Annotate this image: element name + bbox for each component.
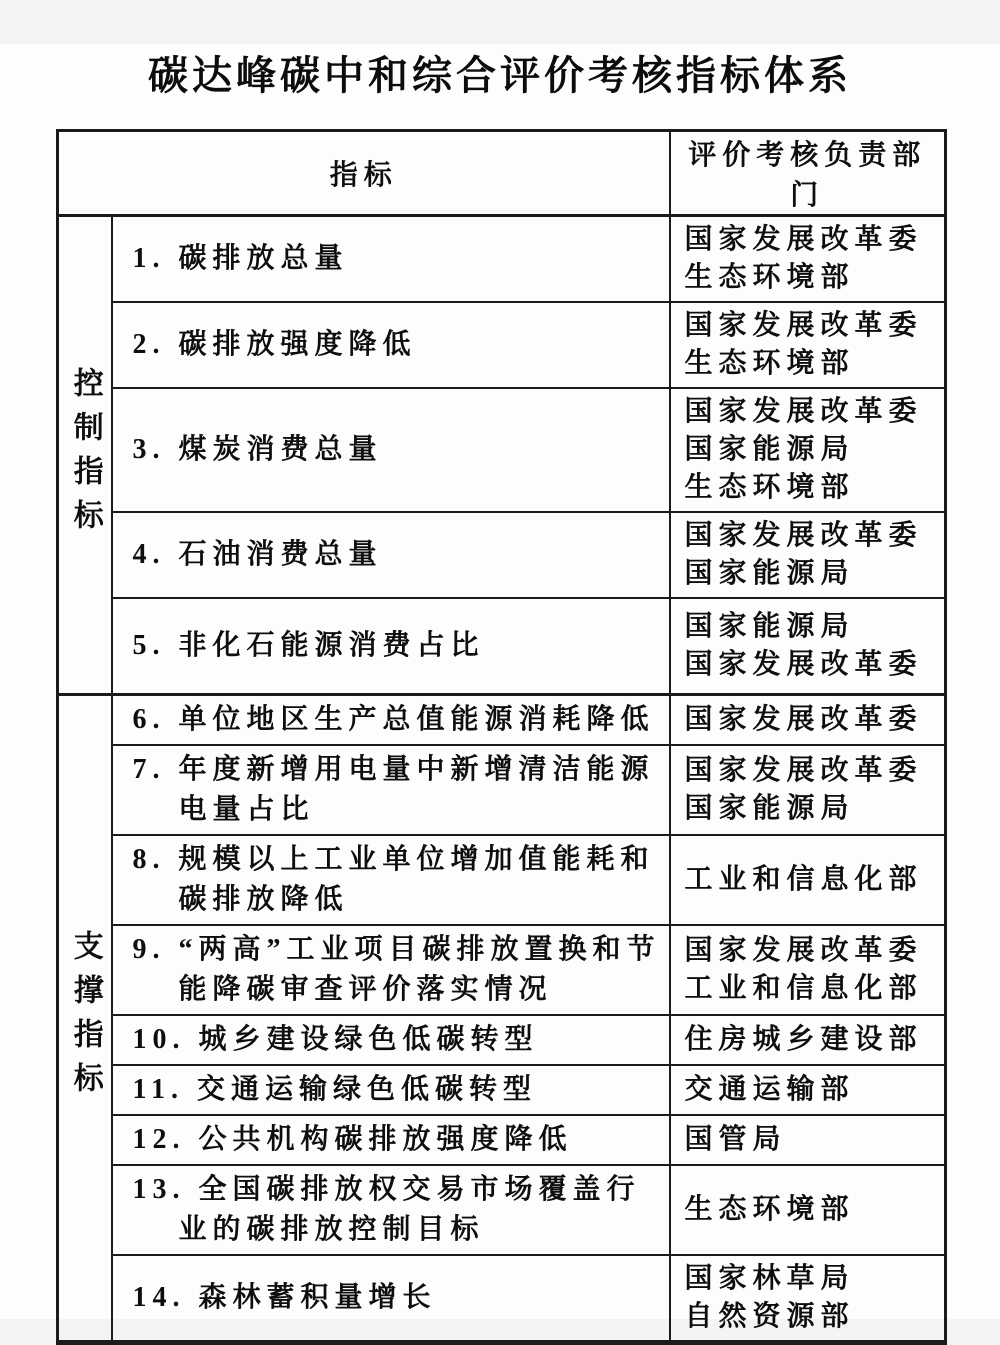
department-cell xyxy=(670,388,946,512)
table-row xyxy=(58,1065,946,1115)
department-cell xyxy=(670,1255,946,1343)
department-line: 国家林草局 xyxy=(684,1262,855,1294)
department-line: 国家发展改革委 xyxy=(684,934,923,966)
department-cell xyxy=(670,1065,946,1115)
table-row xyxy=(58,512,946,598)
department-cell xyxy=(670,1015,946,1065)
table-row xyxy=(58,835,946,925)
department-line: 住房城乡建设部 xyxy=(684,1023,923,1055)
department-cell xyxy=(670,1165,946,1255)
indicator-cell: 4. 石油消费总量 xyxy=(112,512,670,598)
department-cell xyxy=(670,598,946,694)
department-line: 国家能源局 xyxy=(684,792,855,824)
table-header-row xyxy=(58,131,946,216)
indicator-table xyxy=(56,129,947,1345)
table-row xyxy=(58,302,946,388)
department-cell xyxy=(670,512,946,598)
indicator-cell: 5. 非化石能源消费占比 xyxy=(112,598,670,694)
department-cell xyxy=(670,694,946,745)
department-line: 国家能源局 xyxy=(684,558,855,589)
indicator-cell: 13. 全国碳排放权交易市场覆盖行业的碳排放控制目标 xyxy=(112,1165,670,1255)
department-line: 生态环境部 xyxy=(684,348,855,379)
department-line: 国家发展改革委 xyxy=(684,310,923,341)
indicator-cell: 11. 交通运输绿色低碳转型 xyxy=(112,1065,670,1115)
indicator-cell: 14. 森林蓄积量增长 xyxy=(112,1255,670,1343)
department-line: 国家发展改革委 xyxy=(684,520,923,551)
department-cell xyxy=(670,216,946,303)
page-title: 碳达峰碳中和综合评价考核指标体系 xyxy=(148,53,852,98)
indicator-cell: 8. 规模以上工业单位增加值能耗和碳排放降低 xyxy=(112,835,670,925)
department-cell xyxy=(670,302,946,388)
table-row xyxy=(58,745,946,835)
table-row xyxy=(58,925,946,1015)
table-row xyxy=(58,1115,946,1165)
column-header-indicator: 指标 xyxy=(58,131,670,216)
department-line: 国家发展改革委 xyxy=(684,754,923,786)
department-line: 生态环境部 xyxy=(684,262,855,293)
indicator-cell: 9. “两高”工业项目碳排放置换和节能降碳审查评价落实情况 xyxy=(112,925,670,1015)
indicator-cell: 12. 公共机构碳排放强度降低 xyxy=(112,1115,670,1165)
department-line: 自然资源部 xyxy=(684,1300,855,1332)
department-cell xyxy=(670,835,946,925)
table-row xyxy=(58,216,946,303)
department-line: 生态环境部 xyxy=(684,1193,855,1225)
table-row xyxy=(58,1015,946,1065)
department-cell xyxy=(670,745,946,835)
document-page xyxy=(0,44,1000,1332)
table-row xyxy=(58,388,946,512)
group-label-control: 控制指标 xyxy=(58,216,112,695)
department-line: 国家发展改革委 xyxy=(684,224,923,255)
department-line: 国家发展改革委 xyxy=(684,703,923,735)
department-line: 国家能源局 xyxy=(684,610,855,642)
department-line: 国家能源局 xyxy=(684,434,855,465)
department-line: 工业和信息化部 xyxy=(684,863,923,895)
table-row xyxy=(58,694,946,745)
column-header-department: 评价考核负责部门 xyxy=(670,131,946,216)
department-line: 国家发展改革委 xyxy=(684,396,923,427)
department-line: 工业和信息化部 xyxy=(684,972,923,1004)
group-label-support: 支撑指标 xyxy=(58,694,112,1342)
department-line: 国管局 xyxy=(684,1123,787,1155)
indicator-cell: 10. 城乡建设绿色低碳转型 xyxy=(112,1015,670,1065)
table-row xyxy=(58,1165,946,1255)
indicator-cell: 7. 年度新增用电量中新增清洁能源电量占比 xyxy=(112,745,670,835)
department-cell xyxy=(670,1115,946,1165)
indicator-cell: 1. 碳排放总量 xyxy=(112,216,670,303)
indicator-cell: 3. 煤炭消费总量 xyxy=(112,388,670,512)
department-line: 生态环境部 xyxy=(684,472,855,503)
table-row xyxy=(58,1255,946,1343)
indicator-cell: 2. 碳排放强度降低 xyxy=(112,302,670,388)
indicator-cell: 6. 单位地区生产总值能源消耗降低 xyxy=(112,694,670,745)
department-cell xyxy=(670,925,946,1015)
department-line: 交通运输部 xyxy=(684,1073,855,1105)
department-line: 国家发展改革委 xyxy=(684,648,923,680)
table-row xyxy=(58,598,946,694)
